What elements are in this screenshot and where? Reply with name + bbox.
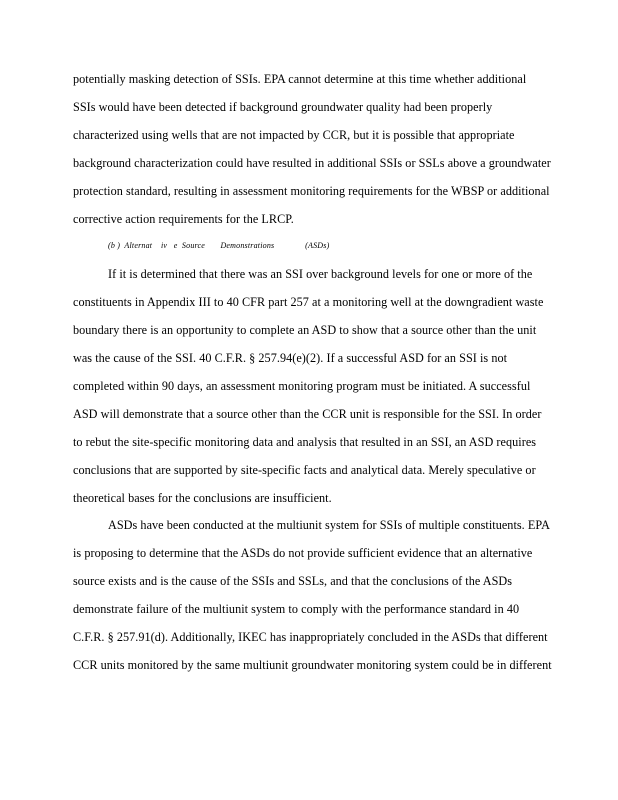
body-line: constituents in Appendix III to 40 CFR part 257 at a monitoring well at the downgradient waste (73, 295, 544, 309)
body-line: was the cause of the SSI. 40 C.F.R. § 257.94(e)(2). If a successful ASD for an SSI is not (73, 351, 508, 365)
body-line: source exists and is the cause of the SSIs and SSLs, and that the conclusions of the ASDs (73, 574, 513, 588)
body-line: CCR units monitored by the same multiunit groundwater monitoring system could be in different (73, 658, 552, 672)
body-line: to rebut the site-specific monitoring data and analysis that resulted in an SSI, an ASD requires (73, 435, 537, 449)
section-heading: (b ) Alternat iv e Source Demonstrations (ASDs) (108, 241, 330, 250)
body-line: corrective action requirements for the LRCP. (73, 212, 294, 226)
body-line: protection standard, resulting in assessment monitoring requirements for the WBSP or additional (73, 184, 550, 198)
body-line: characterized using wells that are not impacted by CCR, but it is possible that appropriate (73, 128, 515, 142)
body-line: background characterization could have resulted in additional SSIs or SSLs above a groundwater (73, 156, 551, 170)
body-line: theoretical bases for the conclusions are insufficient. (73, 491, 332, 505)
body-line: ASDs have been conducted at the multiunit system for SSIs of multiple constituents. EPA (108, 518, 550, 532)
body-line: If it is determined that there was an SSI over background levels for one or more of the (108, 267, 533, 281)
body-line: SSIs would have been detected if background groundwater quality had been properly (73, 100, 493, 114)
body-line: ASD will demonstrate that a source other than the CCR unit is responsible for the SSI. In order (73, 407, 542, 421)
body-line: potentially masking detection of SSIs. EPA cannot determine at this time whether additional (73, 72, 527, 86)
body-line: conclusions that are supported by site-specific facts and analytical data. Merely speculative or (73, 463, 536, 477)
body-line: demonstrate failure of the multiunit system to comply with the performance standard in 40 (73, 602, 520, 616)
body-line: completed within 90 days, an assessment monitoring program must be initiated. A successful (73, 379, 531, 393)
body-line: C.F.R. § 257.91(d). Additionally, IKEC has inappropriately concluded in the ASDs that different (73, 630, 548, 644)
body-line: boundary there is an opportunity to complete an ASD to show that a source other than the unit (73, 323, 537, 337)
body-line: is proposing to determine that the ASDs do not provide sufficient evidence that an alternative (73, 546, 533, 560)
